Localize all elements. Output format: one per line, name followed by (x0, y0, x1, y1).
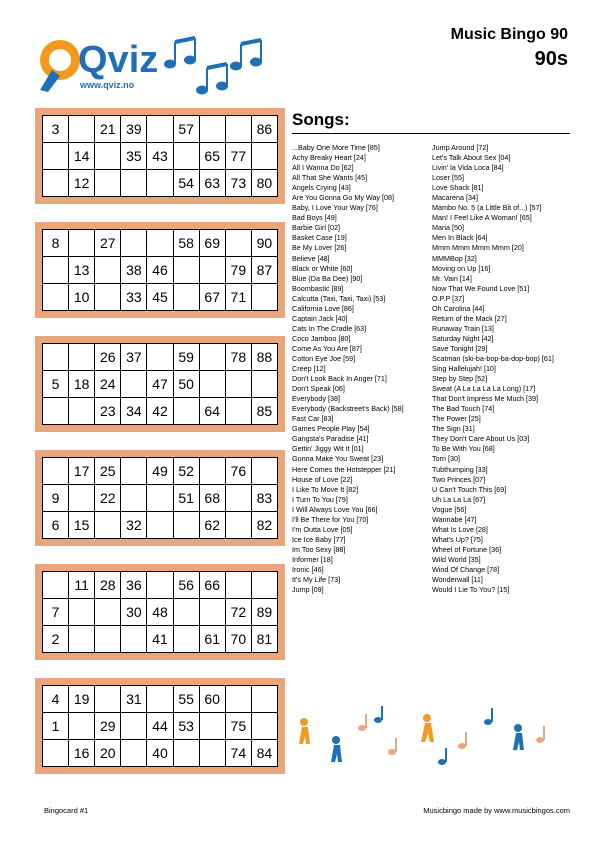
bingo-cell: 25 (95, 458, 121, 485)
song-item: Wannabe [47] (432, 514, 477, 524)
song-item: Jump Around [72] (432, 143, 489, 152)
song-item: Love Shack [81] (432, 183, 484, 193)
bingo-cell: 63 (199, 170, 225, 197)
bingo-cell: 46 (147, 257, 173, 284)
song-item: Everybody [38] (292, 394, 340, 404)
bingo-grid (42, 571, 278, 653)
bingo-row (43, 599, 278, 626)
bingo-cell (43, 740, 69, 767)
bingo-cell (225, 398, 251, 425)
bingo-cell: 11 (69, 572, 95, 599)
bingo-cell (199, 371, 225, 398)
bingo-cell: 18 (69, 371, 95, 398)
song-item: Man! I Feel Like A Woman! [65] (432, 213, 532, 223)
bingo-cell (69, 116, 95, 143)
song-item: Gonna Make You Sweat [23] (292, 454, 384, 464)
song-item: Moving on Up [16] (432, 263, 491, 273)
music-notes-icon (160, 34, 270, 98)
song-item: Black or White [60] (292, 263, 353, 273)
bingo-cell (121, 230, 147, 257)
bingo-cell: 74 (225, 740, 251, 767)
bingo-cell: 58 (173, 230, 199, 257)
bingo-cell: 66 (199, 572, 225, 599)
song-item: Mr. Vain [14] (432, 273, 472, 283)
bingo-cell (251, 686, 277, 713)
songs-list-col1 (292, 143, 442, 595)
bingo-cell (95, 686, 121, 713)
song-item: House of Love [22] (292, 474, 353, 484)
song-item: Achy Breaky Heart [24] (292, 153, 366, 163)
bingo-cell: 9 (43, 485, 69, 512)
bingo-cell (199, 599, 225, 626)
song-item: Coco Jamboo [80] (292, 333, 351, 343)
bingo-cell: 71 (225, 284, 251, 311)
song-item: Mambo No. 5 (a Little Bit of...) [57] (432, 203, 542, 213)
bingo-cell: 6 (43, 512, 69, 539)
bingo-row (43, 170, 278, 197)
bingo-cell (173, 257, 199, 284)
bingo-cell (147, 572, 173, 599)
song-item: Wild World [35] (432, 554, 481, 564)
bingo-cell (147, 344, 173, 371)
bingo-cell (43, 572, 69, 599)
song-item: Sing Hallelujah! [10] (432, 364, 496, 374)
bingo-cell: 50 (173, 371, 199, 398)
bingo-row (43, 143, 278, 170)
bingo-cell: 57 (173, 116, 199, 143)
song-item: Be My Lover [26] (292, 243, 347, 253)
song-item: The Sign [31] (432, 424, 475, 434)
song-item: What Is Love [28] (432, 524, 488, 534)
song-item: Creep [12] (292, 364, 326, 374)
bingo-row (43, 626, 278, 653)
bingo-cell (121, 740, 147, 767)
song-item: Don't Look Back In Anger [71] (292, 374, 387, 384)
song-item: Two Princes [07] (432, 474, 486, 484)
bingo-cell: 34 (121, 398, 147, 425)
song-item: Gangsta's Paradise [41] (292, 434, 369, 444)
bingo-cell (43, 170, 69, 197)
bingo-cell: 15 (69, 512, 95, 539)
bingo-cell (69, 599, 95, 626)
bingo-cell: 30 (121, 599, 147, 626)
song-item: Boombastic [89] (292, 283, 344, 293)
song-item: Step by Step [52] (432, 374, 488, 384)
bingo-row (43, 512, 278, 539)
bingo-cell: 28 (95, 572, 121, 599)
bingo-cell (69, 485, 95, 512)
bingo-cell: 7 (43, 599, 69, 626)
bingo-cell: 20 (95, 740, 121, 767)
bingo-cell: 68 (199, 485, 225, 512)
song-item: I'll Be There for You [70] (292, 514, 369, 524)
bingo-cell: 29 (95, 713, 121, 740)
logo-brand-text: Qviz (78, 39, 159, 81)
bingo-cell (199, 116, 225, 143)
bingo-cell (121, 458, 147, 485)
bingo-cell: 70 (225, 626, 251, 653)
bingo-cell: 55 (173, 686, 199, 713)
song-item: Loser [55] (432, 173, 464, 183)
bingo-cell (251, 572, 277, 599)
song-item: Games People Play [54] (292, 424, 370, 434)
bingo-cell: 88 (251, 344, 277, 371)
song-item: Everybody (Backstreet's Back) [58] (292, 404, 404, 414)
song-item: Oh Carolina [44] (432, 303, 485, 313)
bingo-cell: 3 (43, 116, 69, 143)
song-item: Wheel of Fortune [36] (432, 544, 502, 554)
bingo-cell (199, 458, 225, 485)
song-item: I Will Always Love You [66] (292, 504, 378, 514)
bingo-cell: 82 (251, 512, 277, 539)
bingo-row (43, 572, 278, 599)
bingo-cell: 35 (121, 143, 147, 170)
logo-website-text: www.qviz.no (80, 80, 135, 90)
bingo-cell: 12 (69, 170, 95, 197)
song-item: Saturday Night [42] (432, 333, 494, 343)
bingo-cell (147, 512, 173, 539)
bingo-cell: 26 (95, 344, 121, 371)
bingo-cell: 17 (69, 458, 95, 485)
song-item: Believe [48] (292, 253, 330, 263)
bingo-cell (173, 284, 199, 311)
bingo-grid (42, 457, 278, 539)
bingo-cell: 43 (147, 143, 173, 170)
bingo-cell (251, 143, 277, 170)
bingo-cell: 90 (251, 230, 277, 257)
bingo-cell: 10 (69, 284, 95, 311)
bingo-cell: 80 (251, 170, 277, 197)
bingo-cell: 5 (43, 371, 69, 398)
bingo-cell (173, 398, 199, 425)
bingo-cell (199, 257, 225, 284)
bingo-row (43, 344, 278, 371)
bingo-card-4 (35, 450, 285, 546)
bingo-cell: 89 (251, 599, 277, 626)
song-item: Ice Ice Baby [77] (292, 534, 346, 544)
bingo-cell (69, 626, 95, 653)
bingo-cell (95, 257, 121, 284)
bingo-cell: 87 (251, 257, 277, 284)
song-item: Let's Talk About Sex [04] (432, 153, 511, 163)
bingo-cell (199, 740, 225, 767)
song-item: Don't Speak [06] (292, 384, 345, 394)
song-item: Sweat (A La La La La Long) [17] (432, 384, 536, 394)
bingo-title: Music Bingo 90 (450, 26, 568, 43)
song-item: O.P.P [37] (432, 293, 465, 303)
song-item: Mmm Mmm Mmm Mmm [20] (432, 243, 524, 253)
bingo-cell: 47 (147, 371, 173, 398)
song-item: Im Too Sexy [88] (292, 544, 346, 554)
song-item: The Bad Touch [74] (432, 404, 495, 414)
bingo-row (43, 713, 278, 740)
bingo-cell (95, 512, 121, 539)
bingo-cell: 61 (199, 626, 225, 653)
song-item: Cotton Eye Joe [59] (292, 353, 356, 363)
song-item: I Like To Move It [82] (292, 484, 359, 494)
song-item: Gettin' Jiggy Wit It [01] (292, 444, 364, 454)
bingo-cell: 39 (121, 116, 147, 143)
bingo-row (43, 257, 278, 284)
bingo-row (43, 398, 278, 425)
bingo-cell (43, 458, 69, 485)
bingo-cell: 16 (69, 740, 95, 767)
title-block (451, 26, 568, 71)
bingo-cell: 21 (95, 116, 121, 143)
bingo-cell: 54 (173, 170, 199, 197)
bingo-grid (42, 343, 278, 425)
song-item: Jump [09] (292, 585, 324, 595)
bingo-cell (251, 713, 277, 740)
bingo-cell (69, 230, 95, 257)
bingo-cell (43, 344, 69, 371)
bingo-grid (42, 229, 278, 311)
bingo-cell (69, 398, 95, 425)
songs-list-col2 (432, 143, 582, 595)
bingo-cell: 33 (121, 284, 147, 311)
bingo-grid (42, 115, 278, 197)
bingo-cell: 67 (199, 284, 225, 311)
songs-heading: Songs: (292, 110, 350, 129)
bingo-row (43, 116, 278, 143)
song-item: Barbie Girl [02] (292, 223, 340, 233)
bingo-cell (173, 512, 199, 539)
song-item: Calcutta (Taxi, Taxi, Taxi) [53] (292, 293, 386, 303)
bingo-cell (43, 398, 69, 425)
song-item: Captain Jack [40] (292, 313, 348, 323)
bingo-cell: 40 (147, 740, 173, 767)
song-item: All I Wanna Do [62] (292, 163, 354, 173)
bingo-cell: 48 (147, 599, 173, 626)
bingo-cell (69, 713, 95, 740)
bingo-cell: 38 (121, 257, 147, 284)
bingo-cell: 44 (147, 713, 173, 740)
song-item: ...Baby One More Time [85] (292, 143, 380, 152)
bingo-cell: 36 (121, 572, 147, 599)
bingo-cell: 85 (251, 398, 277, 425)
song-item: Cats In The Cradle [63] (292, 323, 367, 333)
bingo-cell (69, 344, 95, 371)
bingo-cell (43, 143, 69, 170)
song-item: Informer [18] (292, 554, 333, 564)
song-item: Wonderwall [11] (432, 575, 483, 585)
bingo-card-1 (35, 108, 285, 204)
song-item: All That She Wants [45] (292, 173, 368, 183)
song-item: It's My Life [73] (292, 575, 341, 585)
qviz-logo (34, 30, 164, 100)
bingo-cell: 37 (121, 344, 147, 371)
bingo-cell: 8 (43, 230, 69, 257)
song-item: Save Tonight [29] (432, 343, 488, 353)
bingo-cell: 13 (69, 257, 95, 284)
bingo-cell (121, 170, 147, 197)
bingo-cell (199, 713, 225, 740)
bingo-cell (43, 257, 69, 284)
bingo-cell (173, 740, 199, 767)
song-item: Livin' la Vida Loca [84] (432, 163, 504, 173)
card-number: Bingocard #1 (44, 806, 89, 815)
bingo-cell (225, 485, 251, 512)
bingo-cell: 22 (95, 485, 121, 512)
bingo-cell (43, 284, 69, 311)
bingo-cell (173, 626, 199, 653)
bingo-cell: 51 (173, 485, 199, 512)
bingo-card-2 (35, 222, 285, 318)
song-item: Ironic [46] (292, 564, 324, 574)
bingo-cell: 49 (147, 458, 173, 485)
bingo-cell (121, 371, 147, 398)
song-item: Basket Case [19] (292, 233, 347, 243)
song-item: To Be With You [68] (432, 444, 495, 454)
bingo-cell: 32 (121, 512, 147, 539)
bingo-cell: 14 (69, 143, 95, 170)
song-item: Now That We Found Love [51] (432, 283, 530, 293)
bingo-cell (95, 170, 121, 197)
bingo-cell: 65 (199, 143, 225, 170)
bingo-cell (147, 170, 173, 197)
song-item: MMMBop [32] (432, 253, 477, 263)
bingo-cell: 72 (225, 599, 251, 626)
bingo-row (43, 230, 278, 257)
bingo-cell (251, 284, 277, 311)
bingo-cell (173, 599, 199, 626)
bingo-row (43, 485, 278, 512)
bingo-cell: 76 (225, 458, 251, 485)
song-item: California Love [86] (292, 303, 354, 313)
bingo-cell: 4 (43, 686, 69, 713)
bingo-card-6 (35, 678, 285, 774)
bingo-cell (225, 512, 251, 539)
bingo-cell: 27 (95, 230, 121, 257)
bingo-cell (147, 686, 173, 713)
bingo-cell (147, 485, 173, 512)
bingo-cell (225, 230, 251, 257)
bingo-cell (95, 284, 121, 311)
song-item: Baby, I Love Your Way [76] (292, 203, 378, 213)
bingo-cell: 24 (95, 371, 121, 398)
bingo-cell (225, 371, 251, 398)
song-item: That Don't Impress Me Much [39] (432, 394, 539, 404)
song-item: I'm Outta Love [05] (292, 524, 353, 534)
bingo-cell: 75 (225, 713, 251, 740)
song-item: Would I Lie To You? [15] (432, 585, 510, 595)
bingo-cell: 84 (251, 740, 277, 767)
song-item: Return of the Mack [27] (432, 313, 507, 323)
bingo-cell (225, 116, 251, 143)
footer-credit: Musicbingo made by www.musicbingos.com (423, 806, 570, 815)
bingo-card-3 (35, 336, 285, 432)
bingo-cell: 59 (173, 344, 199, 371)
bingo-row (43, 284, 278, 311)
song-item: Maria [50] (432, 223, 464, 233)
song-item: Macarena [34] (432, 193, 478, 203)
bingo-cell (147, 230, 173, 257)
song-item: Torn [30] (432, 454, 460, 464)
bingo-row (43, 686, 278, 713)
bingo-cell: 69 (199, 230, 225, 257)
bingo-subtitle: 90s (534, 48, 568, 70)
bingo-cell (199, 344, 225, 371)
bingo-cell (121, 626, 147, 653)
bingo-cell (251, 371, 277, 398)
song-item: Tubthumping [33] (432, 464, 488, 474)
bingo-cell: 79 (225, 257, 251, 284)
song-item: Runaway Train [13] (432, 323, 494, 333)
bingo-cell: 86 (251, 116, 277, 143)
bingo-cell: 41 (147, 626, 173, 653)
bingo-cell (95, 143, 121, 170)
bingo-cell: 23 (95, 398, 121, 425)
bingo-row (43, 458, 278, 485)
song-item: Come As You Are [87] (292, 343, 362, 353)
bingo-cell (121, 485, 147, 512)
song-item: Here Comes the Hotstepper [21] (292, 464, 396, 474)
song-item: Fast Car [83] (292, 414, 334, 424)
bingo-cell: 19 (69, 686, 95, 713)
song-item: Blue (Da Ba Dee) [90] (292, 273, 363, 283)
bingo-cell (95, 599, 121, 626)
song-item: Vogue [56] (432, 504, 467, 514)
bingo-cell: 52 (173, 458, 199, 485)
bingo-cell: 45 (147, 284, 173, 311)
song-item: Uh La La La [67] (432, 494, 486, 504)
songs-divider (292, 133, 570, 134)
song-item: Bad Boys [49] (292, 213, 337, 223)
bingo-cell: 2 (43, 626, 69, 653)
bingo-row (43, 740, 278, 767)
bingo-cell (173, 143, 199, 170)
song-item: U Can't Touch This [69] (432, 484, 507, 494)
bingo-cell: 31 (121, 686, 147, 713)
song-item: I Turn To You [79] (292, 494, 348, 504)
bingo-cell (95, 626, 121, 653)
song-item: Are You Gonna Go My Way [08] (292, 193, 395, 203)
bingo-cell: 1 (43, 713, 69, 740)
bingo-cell: 83 (251, 485, 277, 512)
bingo-cell: 78 (225, 344, 251, 371)
bingo-card-5 (35, 564, 285, 660)
dancers-illustration (292, 700, 560, 780)
bingo-cell (251, 458, 277, 485)
bingo-cell: 42 (147, 398, 173, 425)
bingo-cell: 77 (225, 143, 251, 170)
bingo-cell: 73 (225, 170, 251, 197)
song-item: Men In Black [64] (432, 233, 488, 243)
song-item: Scatman (ski-ba-bop-ba-dop-bop) [61] (432, 353, 554, 363)
bingo-grid (42, 685, 278, 767)
bingo-cell: 56 (173, 572, 199, 599)
bingo-cell: 60 (199, 686, 225, 713)
bingo-cell (147, 116, 173, 143)
song-item: The Power [25] (432, 414, 481, 424)
bingo-cell: 81 (251, 626, 277, 653)
song-item: Angels Crying [43] (292, 183, 351, 193)
bingo-row (43, 371, 278, 398)
bingo-cell: 62 (199, 512, 225, 539)
bingo-cell (121, 713, 147, 740)
bingo-cell: 53 (173, 713, 199, 740)
song-item: What's Up? [75] (432, 534, 483, 544)
bingo-cell: 64 (199, 398, 225, 425)
bingo-cell (225, 686, 251, 713)
bingo-cell (225, 572, 251, 599)
song-item: Wind Of Change [78] (432, 564, 500, 574)
song-item: They Don't Care About Us [03] (432, 434, 530, 444)
